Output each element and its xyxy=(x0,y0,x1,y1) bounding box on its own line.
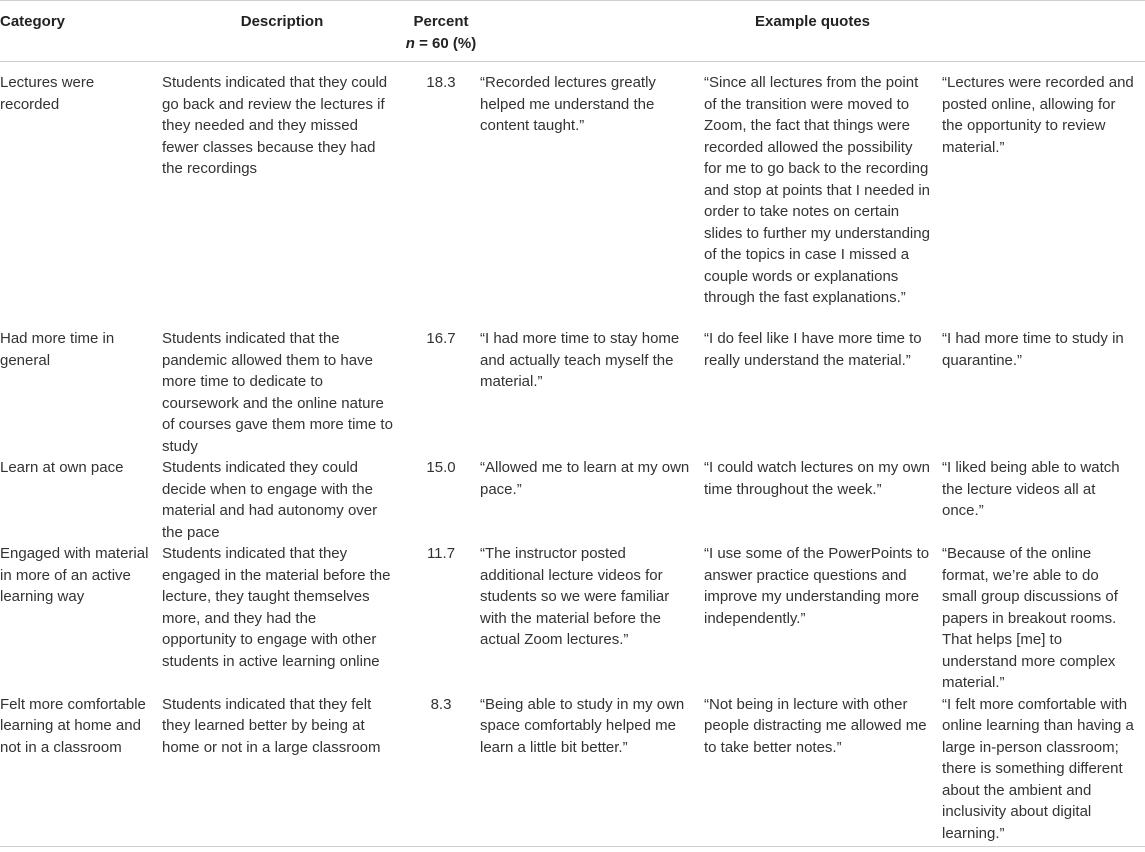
cell-quote-3: “Because of the online format, we’re able to do small group discussions of papers in breakout rooms. That helps [me] to understand more complex material.” xyxy=(942,545,1118,691)
cell-percent: 8.3 xyxy=(402,694,480,847)
cell-quote-1: “Being able to study in my own space comfortably helped me learn a little bit better.” xyxy=(480,694,704,847)
cell-quote-2: “Not being in lecture with other people distracting me allowed me to take better notes.” xyxy=(704,694,942,847)
cell-quote-1: “The instructor posted additional lecture videos for students so we were familiar with the material before the actual Zoom lectures.” xyxy=(480,545,670,648)
cell-description: Students indicated that the pandemic allowed them to have more time to dedicate to coursework and the online nature of courses gave them more time to study xyxy=(162,330,393,455)
cell-quote-1: “Recorded lectures greatly helped me understand the content taught.” xyxy=(480,74,656,134)
table-header-row xyxy=(0,1,1145,62)
header-description: Description xyxy=(162,1,402,62)
cell-description: Students indicated that they felt they learned better by being at home or not in a large classroom xyxy=(162,694,402,847)
cell-quote-2: “Since all lectures from the point of the transition were moved to Zoom, the fact that things were recorded allowed the possibility for me to go back to the recording and stop at points that I needed in order to take notes on certain slides to further my understanding of the topics in case I missed a couple words or explanations through the fast explanations.” xyxy=(704,74,931,306)
header-percent xyxy=(402,1,480,62)
cell-percent: 15.0 xyxy=(426,459,456,476)
cell-quote-3: “I had more time to study in quarantine.” xyxy=(942,330,1124,369)
cell-quote-1: “I had more time to stay home and actually teach myself the material.” xyxy=(480,330,680,390)
cell-quote-3: “I liked being able to watch the lecture videos all at once.” xyxy=(942,459,1120,519)
cell-percent: 18.3 xyxy=(426,74,456,91)
header-percent-label: Percent xyxy=(413,13,469,30)
table-row xyxy=(0,62,1145,329)
header-percent-n-value: = 60 (%) xyxy=(414,34,477,52)
cell-percent: 11.7 xyxy=(426,545,456,562)
cell-category: Learn at own pace xyxy=(0,459,124,476)
cell-description: Students indicated that they could go back and review the lectures if they needed and they missed fewer classes because they had the recordings xyxy=(162,74,388,177)
cell-quote-2: “I do feel like I have more time to really understand the material.” xyxy=(704,330,922,369)
table-row xyxy=(0,543,1145,694)
cell-quote-2: “I could watch lectures on my own time throughout the week.” xyxy=(704,459,930,498)
header-example-quotes: Example quotes xyxy=(480,1,1145,62)
cell-quote-3: “Lectures were recorded and posted online, allowing for the opportunity to review material.” xyxy=(942,74,1134,156)
table-row xyxy=(0,328,1145,457)
cell-quote-1: “Allowed me to learn at my own pace.” xyxy=(480,459,690,498)
cell-quote-2: “I use some of the PowerPoints to answer practice questions and improve my understanding more independently.” xyxy=(704,545,930,627)
cell-description: Students indicated that they engaged in the material before the lecture, they taught themselves more, and they had the opportunity to engage with other students in active learning online xyxy=(162,545,391,670)
cell-percent: 16.7 xyxy=(426,330,456,347)
cell-category: Had more time in general xyxy=(0,330,115,369)
table-row xyxy=(0,694,1145,847)
cell-category: Lectures were recorded xyxy=(0,74,95,113)
table-row xyxy=(0,457,1145,543)
header-percent-n: n xyxy=(405,34,415,52)
cell-quote-3: “I felt more comfortable with online learning than having a large in-person classroom; there is something different about the ambient and inclusivity about digital learning.” xyxy=(942,694,1145,847)
cell-category: Felt more comfortable learning at home and not in a classroom xyxy=(0,694,162,847)
header-category: Category xyxy=(0,1,162,62)
cell-category: Engaged with material in more of an active learning way xyxy=(0,545,149,605)
cell-description: Students indicated they could decide when to engage with the material and had autonomy over the pace xyxy=(162,459,378,541)
